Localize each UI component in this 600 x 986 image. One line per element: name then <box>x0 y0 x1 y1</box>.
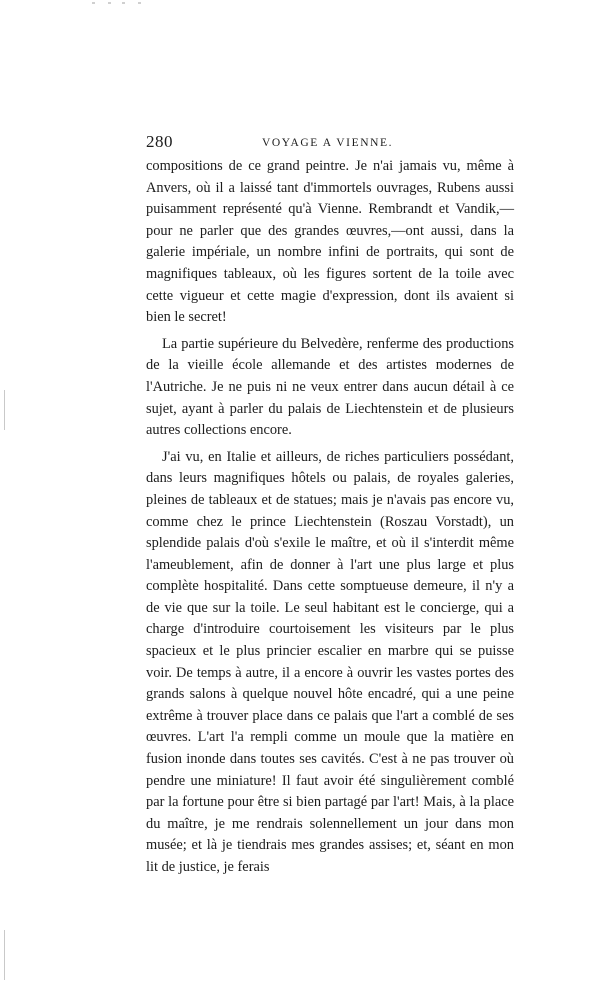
body-text <box>146 156 514 879</box>
speck <box>108 2 111 4</box>
speck <box>138 2 141 4</box>
running-title: VOYAGE A VIENNE. <box>262 137 394 149</box>
page-number: 280 <box>146 132 173 151</box>
page-header <box>146 132 514 152</box>
speck <box>122 2 125 4</box>
left-margin-mark <box>4 930 5 980</box>
paragraph-liechtenstein: J'ai vu, en Italie et ailleurs, de riches particuliers possédant, dans leurs magnifiques hôtels ou palais, de royales galeries, pleines de tableaux et de statues; mais je n'avais pas encore vu, comme chez le prince Liechtenstein (Roszau Vorstadt), un splendide palais d'où s'exile le maître, et où il s'interdit même l'ameublement, afin de donner à l'art une plus large et plus complète hospitalité. Dans cette somptueuse demeure, il n'y a de vie que sur la toile. Le seul habitant est le concierge, qui a charge d'introduire courtoisement les visiteurs par le plus spacieux et le plus princier escalier en marbre qui se puisse voir. De temps à autre, il a encore à ouvrir les vastes portes des grands salons à quelque nouvel hôte encadré, qui a une peine extrême à trouver place dans ce palais que l'art a comblé de ses œuvres. L'art l'a rempli comme un moule que la matière en fusion inonde dans toutes ses cavités. C'est à ne pas trouver où pendre une miniature! Il faut avoir été singulièrement comblé par la fortune pour être si bien partagé par l'art! Mais, à la place du maître, je me rendrais solennellement un jour dans mon musée; et là je tiendrais mes grandes assises; et, séant en mon lit de justice, je ferais <box>146 448 514 875</box>
top-edge-specks <box>92 2 152 8</box>
paragraph-rubens: compositions de ce grand peintre. Je n'ai jamais vu, même à Anvers, où il a laissé tant d'immortels ouvrages, Rubens aussi puisamment représenté qu'à Vienne. Rembrandt et Vandik,—pour ne parler que des grandes œuvres,—ont aussi, dans la galerie impériale, un nombre infini de portraits, qui sont de magnifiques tableaux, où les figures sortent de la toile avec cette vigueur et cette magie d'expression, dont ils avaient si bien le secret! <box>146 158 514 326</box>
paragraph-belvedere: La partie supérieure du Belvedère, renferme des productions de la vieille école allemande et des artistes modernes de l'Autriche. Je ne puis ni ne veux entrer dans aucun détail à ce sujet, ayant à parler du palais de Liechtenstein et de plusieurs autres collections encore. <box>146 335 514 439</box>
left-margin-mark <box>4 390 5 430</box>
speck <box>92 2 95 4</box>
